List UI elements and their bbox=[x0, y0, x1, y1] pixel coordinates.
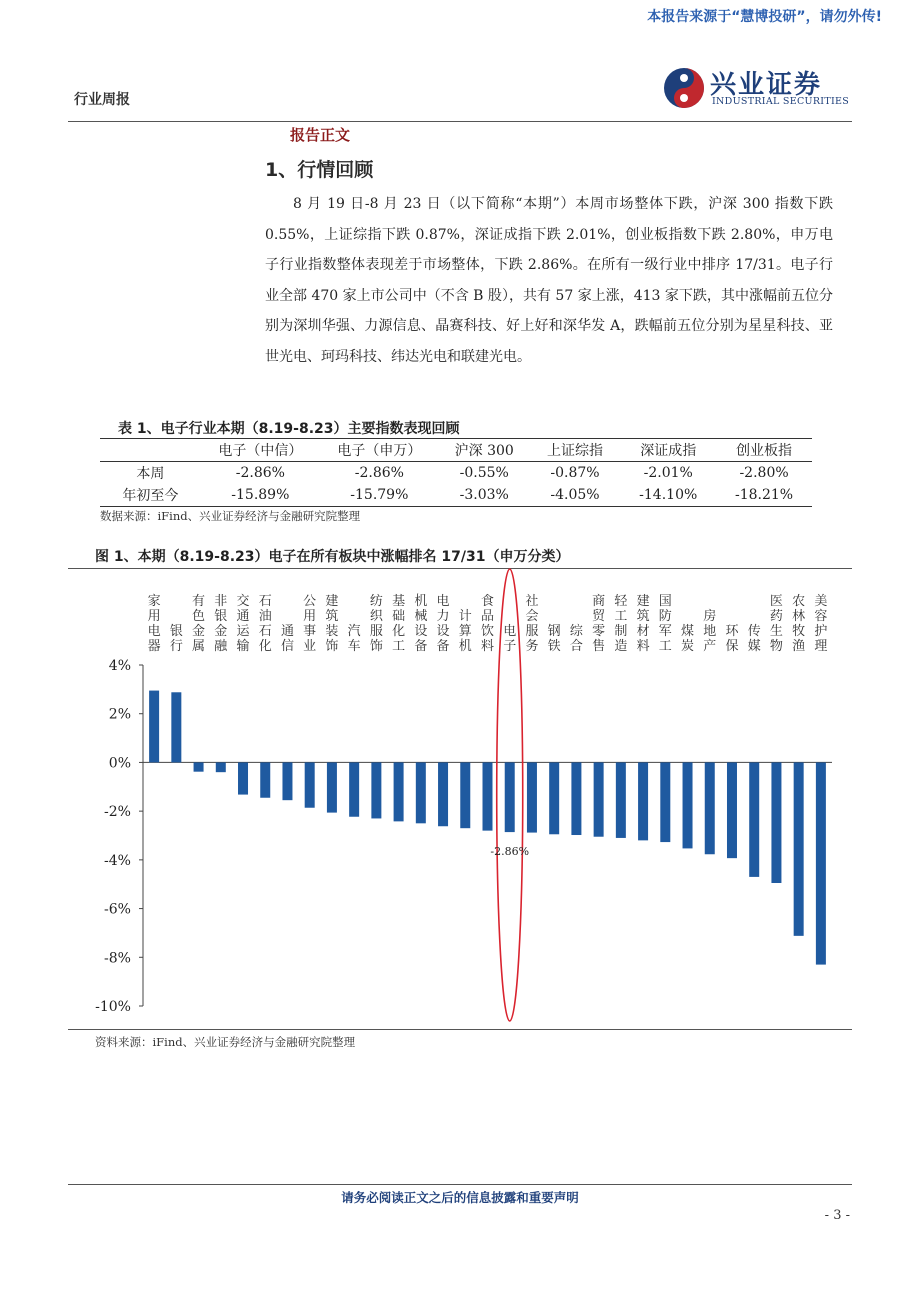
x-category-char: 造 bbox=[614, 639, 628, 654]
x-category-label bbox=[370, 594, 384, 654]
x-category-char: 媒 bbox=[747, 639, 761, 654]
bar bbox=[394, 762, 404, 821]
x-category-label bbox=[614, 594, 628, 654]
x-category-char: 国 bbox=[658, 594, 672, 609]
row-label: 本周 bbox=[136, 466, 165, 482]
x-category-char: 算 bbox=[458, 624, 472, 639]
x-category-label bbox=[459, 608, 472, 654]
x-category-char: 药 bbox=[769, 609, 783, 624]
y-tick-label: -2% bbox=[104, 804, 131, 821]
x-category-char: 设 bbox=[414, 624, 428, 639]
x-category-char: 容 bbox=[814, 609, 828, 624]
x-category-label bbox=[637, 593, 650, 654]
x-category-label bbox=[592, 593, 606, 654]
x-category-label bbox=[659, 594, 672, 654]
x-category-char: 筑 bbox=[636, 609, 650, 624]
x-category-char: 机 bbox=[458, 639, 472, 654]
table-header-cell: 电子（申万） bbox=[320, 439, 439, 462]
x-category-char: 电 bbox=[147, 624, 161, 639]
x-category-char: 油 bbox=[258, 609, 272, 624]
x-category-label bbox=[570, 623, 584, 654]
x-category-char: 化 bbox=[392, 624, 406, 639]
bar bbox=[371, 762, 381, 818]
x-category-char: 计 bbox=[458, 609, 472, 624]
x-category-char: 铁 bbox=[547, 639, 561, 654]
x-category-char: 贸 bbox=[592, 609, 606, 624]
bar bbox=[705, 762, 715, 854]
x-category-label bbox=[770, 594, 783, 654]
bar bbox=[816, 762, 826, 964]
x-category-char: 渔 bbox=[792, 639, 806, 654]
x-category-label bbox=[681, 623, 694, 654]
x-category-label bbox=[303, 594, 316, 654]
figure-title: 图 1、本期（8.19-8.23）电子在所有板块中涨幅排名 17/31（申万分类） bbox=[95, 549, 570, 565]
x-category-char: 电 bbox=[436, 594, 450, 609]
x-category-char: 生 bbox=[769, 624, 783, 639]
table-cell: -0.87% bbox=[550, 465, 600, 481]
bar bbox=[349, 762, 359, 816]
bar bbox=[171, 692, 181, 762]
bar bbox=[794, 762, 804, 935]
x-category-char: 装 bbox=[325, 624, 339, 639]
row-label: 年初至今 bbox=[100, 484, 201, 507]
bar bbox=[149, 691, 159, 763]
x-category-char: 工 bbox=[614, 609, 628, 624]
x-category-label bbox=[748, 624, 761, 654]
x-category-char: 子 bbox=[503, 639, 517, 654]
bar bbox=[416, 762, 426, 823]
x-category-char: 设 bbox=[436, 624, 450, 639]
x-category-char: 料 bbox=[636, 639, 650, 654]
table-cell: -2.01% bbox=[643, 465, 693, 481]
x-category-char: 务 bbox=[525, 639, 539, 654]
bar bbox=[638, 762, 648, 840]
footer-rule bbox=[68, 1184, 852, 1185]
y-tick-label: -4% bbox=[104, 852, 131, 869]
bar bbox=[260, 762, 270, 797]
market-review-paragraph: 8 月 19 日-8 月 23 日（以下简称“本期”）本周市场整体下跌，沪深 300 指数下跌 0.55%，上证综指下跌 0.87%，深证成指下跌 2.01%，创业板指数下跌 2.80%，申万电子行业指数整体表现差于市场整体，下跌 2.86%。在所有一级行业中排序 17/31。电子行业全部 470 家上市公司中（不含 B 股），共有 57 家上涨，413 家下跌，其中涨幅前五位分别为深圳华强、力源信息、晶赛科技、好上好和深华发 A，跌幅前五位分别为星星科技、亚世光电、珂玛科技、纬达光电和联建光电。 bbox=[265, 196, 833, 365]
x-category-label bbox=[548, 624, 561, 654]
bar bbox=[305, 762, 315, 807]
x-category-char: 理 bbox=[814, 639, 828, 654]
x-category-char: 服 bbox=[525, 624, 539, 639]
x-category-label bbox=[437, 593, 450, 654]
bar bbox=[216, 762, 226, 772]
x-category-char: 输 bbox=[236, 639, 250, 654]
table-header-cell: 深证成指 bbox=[620, 439, 716, 462]
x-category-char: 织 bbox=[369, 609, 383, 624]
table-cell: -0.55% bbox=[459, 465, 509, 481]
x-category-char: 医 bbox=[769, 594, 783, 609]
x-category-char: 事 bbox=[303, 624, 317, 639]
x-category-label bbox=[170, 624, 183, 654]
figure-source-note: 资料来源：iFind、兴业证券经济与金融研究院整理 bbox=[95, 1035, 356, 1049]
x-category-char: 服 bbox=[369, 624, 383, 639]
figure-bottom-rule bbox=[68, 1029, 852, 1030]
bar bbox=[571, 762, 581, 835]
x-category-label bbox=[525, 593, 538, 654]
x-category-char: 工 bbox=[392, 639, 406, 654]
x-category-char: 础 bbox=[392, 609, 406, 624]
table-source-note: 数据来源：iFind、兴业证券经济与金融研究院整理 bbox=[100, 509, 361, 523]
bar bbox=[616, 762, 626, 838]
table-cell: -2.86% bbox=[235, 465, 285, 481]
x-category-char: 料 bbox=[480, 639, 495, 654]
table-title: 表 1、电子行业本期（8.19-8.23）主要指数表现回顾 bbox=[118, 421, 460, 437]
table-cell: -2.80% bbox=[739, 465, 789, 481]
x-category-label bbox=[814, 594, 827, 654]
bar bbox=[549, 762, 559, 834]
bar bbox=[594, 762, 604, 836]
x-category-char: 属 bbox=[192, 639, 206, 654]
bar bbox=[683, 762, 693, 848]
x-category-label bbox=[192, 594, 205, 654]
x-category-char: 零 bbox=[592, 624, 606, 639]
x-category-char: 车 bbox=[347, 639, 361, 654]
x-category-char: 纺 bbox=[369, 594, 383, 609]
x-category-char: 军 bbox=[658, 624, 672, 639]
table-cell: -4.05% bbox=[530, 484, 621, 507]
x-category-char: 运 bbox=[236, 624, 250, 639]
x-category-label bbox=[503, 623, 516, 654]
x-category-char: 建 bbox=[636, 594, 650, 609]
company-logo-cn: 兴业证券 bbox=[710, 70, 823, 100]
x-category-char: 房 bbox=[703, 609, 717, 624]
y-tick-label: -8% bbox=[104, 950, 131, 967]
bar bbox=[505, 762, 515, 832]
page-number: - 3 - bbox=[824, 1208, 850, 1223]
x-category-char: 公 bbox=[303, 594, 317, 609]
x-category-char: 基 bbox=[392, 594, 406, 609]
report-type-label: 行业周报 bbox=[74, 92, 130, 108]
x-category-char: 金 bbox=[192, 624, 206, 639]
table-header-cell: 创业板指 bbox=[716, 439, 812, 462]
x-category-char: 械 bbox=[414, 609, 428, 624]
x-category-char: 业 bbox=[303, 639, 317, 654]
table-header-cell: 上证综指 bbox=[530, 439, 621, 462]
x-category-char: 备 bbox=[436, 639, 450, 654]
x-category-label bbox=[148, 594, 161, 654]
bar bbox=[527, 762, 537, 832]
x-category-label bbox=[792, 594, 805, 654]
x-category-label bbox=[214, 593, 228, 654]
bar bbox=[438, 762, 448, 826]
y-tick-label: -10% bbox=[95, 999, 131, 1015]
x-category-char: 饮 bbox=[480, 624, 495, 639]
x-category-label bbox=[325, 593, 338, 654]
x-category-char: 家 bbox=[147, 594, 161, 609]
x-category-char: 汽 bbox=[347, 624, 361, 639]
table-cell: -15.89% bbox=[201, 484, 320, 507]
x-category-char: 饰 bbox=[325, 639, 339, 654]
x-category-char: 非 bbox=[214, 594, 228, 609]
table-cell: -15.79% bbox=[320, 484, 439, 507]
disclaimer-note: 请务必阅读正文之后的信息披露和重要声明 bbox=[341, 1190, 579, 1205]
x-category-char: 石 bbox=[258, 624, 272, 639]
x-category-char: 社 bbox=[525, 594, 539, 609]
x-category-char: 会 bbox=[525, 609, 539, 624]
x-category-char: 石 bbox=[258, 594, 272, 609]
table-cell: -14.10% bbox=[620, 484, 716, 507]
x-category-char: 建 bbox=[325, 594, 339, 609]
bar bbox=[282, 762, 292, 800]
company-logo-en: INDUSTRIAL SECURITIES bbox=[712, 96, 850, 107]
x-category-char: 地 bbox=[703, 624, 717, 639]
x-category-char: 化 bbox=[258, 639, 272, 654]
x-category-label bbox=[392, 594, 405, 654]
x-category-char: 银 bbox=[214, 609, 228, 624]
x-category-label bbox=[281, 624, 294, 654]
x-category-label bbox=[725, 624, 739, 654]
table-header-cell: 电子（中信） bbox=[201, 439, 320, 462]
x-category-char: 行 bbox=[169, 639, 183, 654]
x-category-char: 通 bbox=[236, 609, 250, 624]
x-category-char: 食 bbox=[480, 594, 495, 609]
x-category-char: 环 bbox=[725, 624, 739, 639]
bar bbox=[749, 762, 759, 876]
x-category-char: 金 bbox=[214, 624, 228, 639]
x-category-char: 材 bbox=[636, 624, 650, 639]
x-category-char: 牧 bbox=[792, 624, 806, 639]
x-category-char: 美 bbox=[814, 594, 828, 609]
x-category-char: 钢 bbox=[547, 624, 561, 639]
x-category-char: 交 bbox=[236, 594, 250, 609]
table-cell: -2.86% bbox=[354, 465, 404, 481]
x-category-char: 电 bbox=[503, 624, 517, 639]
source-watermark: 本报告来源于“慧博投研”，请勿外传! bbox=[647, 9, 882, 25]
bar bbox=[727, 762, 737, 858]
x-category-char: 色 bbox=[192, 609, 206, 624]
x-category-char: 售 bbox=[592, 639, 606, 654]
section-tag: 报告正文 bbox=[290, 126, 351, 144]
bar bbox=[483, 762, 493, 830]
x-category-char: 物 bbox=[769, 639, 783, 654]
bar bbox=[460, 762, 470, 828]
table-header-cell: 沪深 300 bbox=[439, 439, 530, 462]
section-heading: 1、行情回顾 bbox=[265, 159, 374, 181]
x-category-char: 保 bbox=[725, 639, 739, 654]
x-category-char: 商 bbox=[592, 594, 606, 609]
x-category-char: 信 bbox=[280, 639, 294, 654]
x-category-char: 综 bbox=[569, 624, 583, 639]
y-tick-label: 0% bbox=[108, 755, 131, 772]
y-tick-label: -6% bbox=[104, 901, 131, 918]
x-category-char: 有 bbox=[192, 594, 206, 609]
x-category-char: 制 bbox=[614, 624, 628, 639]
x-category-label bbox=[414, 593, 427, 654]
bar bbox=[771, 762, 781, 883]
table-cell: -18.21% bbox=[716, 484, 812, 507]
x-category-char: 轻 bbox=[614, 594, 628, 609]
x-category-char: 合 bbox=[569, 639, 583, 654]
x-category-char: 饰 bbox=[369, 639, 383, 654]
x-category-char: 品 bbox=[480, 609, 495, 624]
x-category-label bbox=[237, 594, 251, 654]
bar bbox=[660, 762, 670, 842]
x-category-char: 农 bbox=[792, 594, 806, 609]
x-category-char: 用 bbox=[147, 609, 161, 624]
x-category-char: 煤 bbox=[681, 624, 695, 639]
x-category-char: 器 bbox=[147, 639, 161, 654]
bar bbox=[327, 762, 337, 812]
x-category-char: 工 bbox=[658, 639, 672, 654]
table-cell: -3.03% bbox=[439, 484, 530, 507]
x-category-char: 用 bbox=[303, 609, 317, 624]
bar bbox=[194, 762, 204, 771]
highlight-data-label: -2.86% bbox=[490, 845, 530, 859]
x-category-char: 林 bbox=[792, 609, 806, 624]
x-category-label bbox=[703, 608, 716, 654]
x-category-char: 力 bbox=[436, 609, 450, 624]
x-category-char: 通 bbox=[280, 624, 294, 639]
x-category-char: 筑 bbox=[325, 609, 339, 624]
x-category-char: 防 bbox=[658, 609, 672, 624]
x-category-char: 产 bbox=[703, 639, 717, 654]
x-category-label bbox=[481, 594, 494, 654]
x-category-char: 机 bbox=[414, 594, 428, 609]
x-category-label bbox=[259, 594, 272, 654]
x-category-label bbox=[348, 624, 361, 654]
x-category-char: 备 bbox=[414, 639, 428, 654]
bar bbox=[238, 762, 248, 794]
x-category-char: 护 bbox=[814, 624, 828, 639]
x-category-char: 融 bbox=[214, 639, 228, 654]
y-tick-label: 2% bbox=[108, 706, 131, 723]
x-category-char: 银 bbox=[169, 624, 183, 639]
x-category-char: 炭 bbox=[681, 639, 695, 654]
y-tick-label: 4% bbox=[108, 658, 131, 674]
x-category-char: 传 bbox=[747, 624, 761, 639]
